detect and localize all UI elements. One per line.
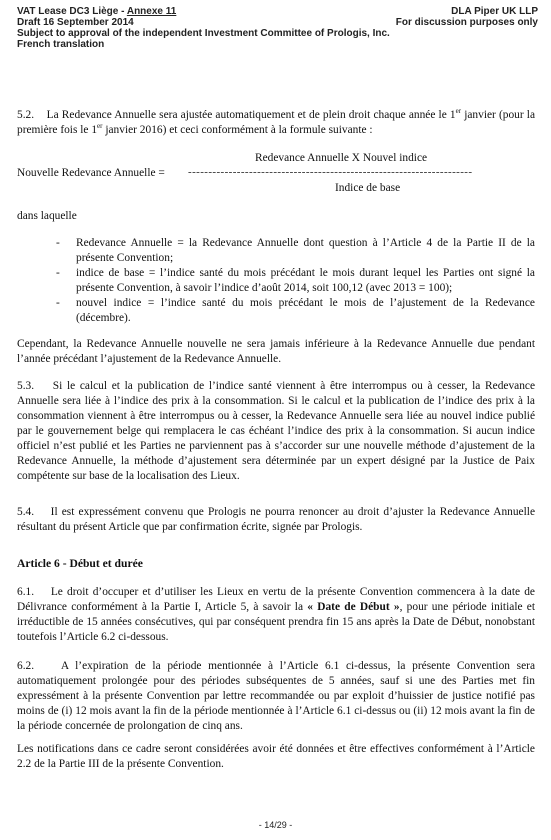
formula-fraction-line: ---------------------------------------------------------------------- [188, 166, 473, 178]
header-doc-title: VAT Lease DC3 Liège - Annexe 11 [17, 6, 177, 17]
header-firm: DLA Piper UK LLP [451, 6, 538, 17]
formula-numerator: Redevance Annuelle X Nouvel indice [255, 152, 428, 164]
header-translation-note: French translation [17, 39, 105, 50]
date-de-debut-term: « Date de Début » [307, 601, 400, 613]
formula-denominator: Indice de base [335, 182, 401, 194]
dans-laquelle: dans laquelle [17, 210, 77, 222]
paragraph-5-4: 5.4. Il est expressément convenu que Prologis ne pourra renoncer au droit d’ajuster la Redevance Annuelle résultant du présent Article que par confirmation écrite, signée par Prologis. [17, 506, 535, 533]
header-right [396, 6, 538, 28]
page-number: - 14/29 - [258, 820, 293, 830]
definitions-list [56, 236, 535, 326]
header-left [17, 6, 390, 50]
article-6-title: Article 6 - Début et durée [17, 557, 143, 570]
paragraph-notifications: Les notifications dans ce cadre seront considérées avoir été données et être effectives conformément à l’Article 2.2 de la Partie III de la présente Convention. [17, 743, 535, 770]
header-approval-note: Subject to approval of the independent Investment Committee of Prologis, Inc. [17, 28, 390, 39]
list-item: - nouvel indice = l’indice santé du mois précédant le mois de l’ajustement de la Redevance (décembre). [56, 297, 535, 324]
paragraph-5-3: 5.3. Si le calcul et la publication de l’indice santé viennent à être interrompus ou à cesser, la Redevance Annuelle sera liée à l’indice des prix à la consommation. Si le calcul et la publication de l’indice des prix à la consommation viennent à être interrompus ou à cesser, la Redevance Annuelle sera liée au nouvel indice publié par le gouvernement belge qui remplacera le cas échéant l’indice des prix à la consommation. Si aucun indice officiel n’est publié et les Parties ne parviennent pas à s’accorder sur une nouvelle méthode d’ajustement de la Redevance Annuelle, la méthode d’ajustement sera déterminée par un expert désigné par la Justice de Paix compétente sur base de la localisation des Lieux. [17, 380, 535, 482]
formula-lhs: Nouvelle Redevance Annuelle = [17, 167, 165, 179]
list-item: - Redevance Annuelle = la Redevance Annuelle dont question à l’Article 4 de la Partie II de la présente Convention; [56, 237, 535, 264]
paragraph-6-2: 6.2. A l’expiration de la période mentionnée à l’Article 6.1 ci-dessus, la présente Convention sera automatiquement prolongée pour des périodes subséquentes de 5 années, sauf si une des Parties met fin expressément à la présente Convention par lettre recommandée ou par exploit d’huissier de justice notifié pas moins de (i) 12 mois avant la fin de la période mentionnée à l’Article 6.1 ci-dessus ou (ii) 12 mois avant la fin de la période concernée de prolongation de cinq ans. [17, 660, 535, 732]
paragraph-6-1: 6.1. Le droit d’occuper et d’utiliser les Lieux en vertu de la présente Convention commencera à la date de Délivrance conformément à la Partie I, Article 5, à savoir la « Date de Début », pour une période initiale et irréductible de 15 années consécutives, qui par conséquent prendra fin 15 ans après la Date de Début, nonobstant toutefois l’Article 6.2 ci-dessous. [17, 586, 536, 643]
header-draft-date: Draft 16 September 2014 [17, 17, 134, 28]
header-discussion-note: For discussion purposes only [395, 17, 538, 28]
header-annex-label: Annexe 11 [126, 6, 177, 17]
paragraph-5-2: 5.2. La Redevance Annuelle sera ajustée automatiquement et de plein droit chaque année le 1er janvier (pour la première fois le 1er janvier 2016) et ceci conformément à la formule suivante : [17, 107, 536, 136]
paragraph-cependant: Cependant, la Redevance Annuelle nouvelle ne sera jamais inférieure à la Redevance Annuelle due pendant l’année précédant l’ajustement de la Redevance Annuelle. [17, 338, 535, 365]
list-item: - indice de base = l’indice santé du mois précédant le mois durant lequel les Parties ont signé la présente Convention, à savoir l’indice d’août 2014, soit 100,12 (avec 2013 = 100); [56, 267, 535, 294]
